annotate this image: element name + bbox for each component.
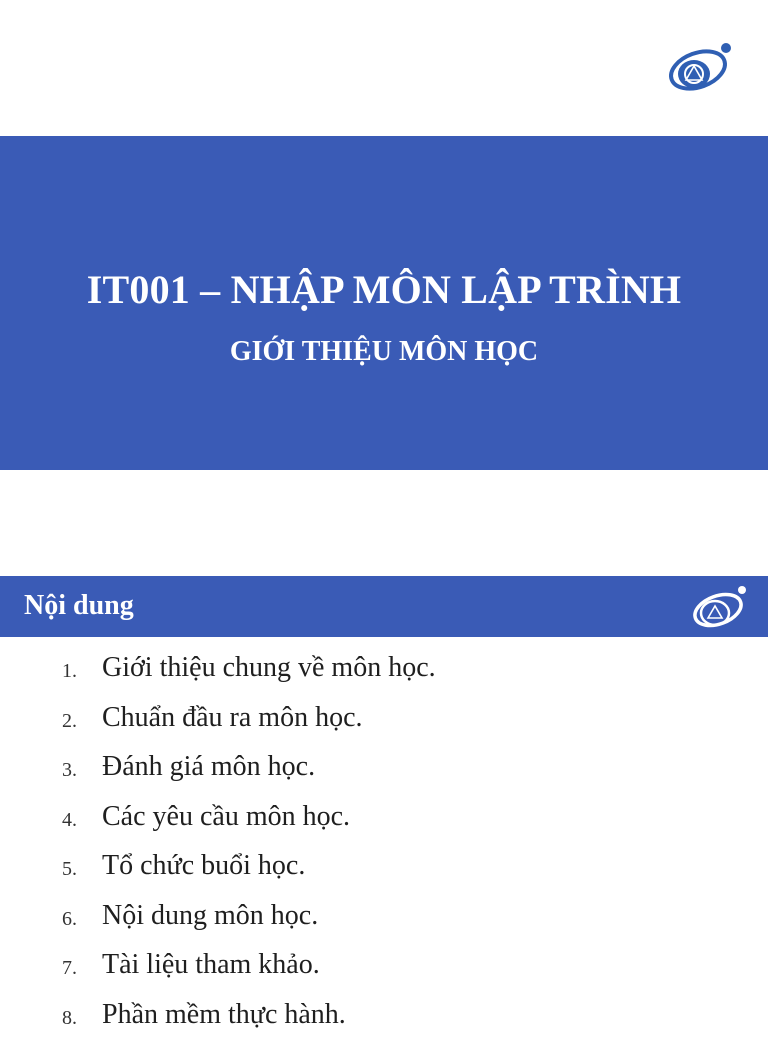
list-item <box>0 698 768 748</box>
item-number: 1. <box>62 660 77 683</box>
item-text: Tài liệu tham khảo. <box>102 949 320 981</box>
slide-subtitle: GIỚI THIỆU MÔN HỌC <box>0 336 768 368</box>
list-item <box>0 896 768 946</box>
item-text: Chuẩn đầu ra môn học. <box>102 702 363 734</box>
slide-title: IT001 – NHẬP MÔN LẬP TRÌNH <box>0 266 768 313</box>
item-text: Tổ chức buổi học. <box>102 850 305 882</box>
item-number: 5. <box>62 858 77 881</box>
item-number: 4. <box>62 809 77 832</box>
list-item <box>0 945 768 995</box>
item-text: Phần mềm thực hành. <box>102 999 346 1031</box>
contents-header <box>0 576 768 637</box>
list-item <box>0 747 768 797</box>
list-item <box>0 648 768 698</box>
item-number: 7. <box>62 957 77 980</box>
item-number: 6. <box>62 908 77 931</box>
list-item <box>0 995 768 1044</box>
item-text: Đánh giá môn học. <box>102 751 315 783</box>
item-text: Các yêu cầu môn học. <box>102 801 350 833</box>
item-number: 2. <box>62 710 77 733</box>
title-slide <box>0 0 768 470</box>
contents-list <box>0 648 768 1044</box>
university-logo-icon <box>688 580 750 632</box>
list-item <box>0 797 768 847</box>
item-text: Giới thiệu chung về môn học. <box>102 652 436 684</box>
list-item <box>0 846 768 896</box>
university-logo-icon <box>664 36 736 96</box>
item-number: 8. <box>62 1007 77 1030</box>
item-number: 3. <box>62 759 77 782</box>
contents-title: Nội dung <box>24 590 134 622</box>
item-text: Nội dung môn học. <box>102 900 318 932</box>
